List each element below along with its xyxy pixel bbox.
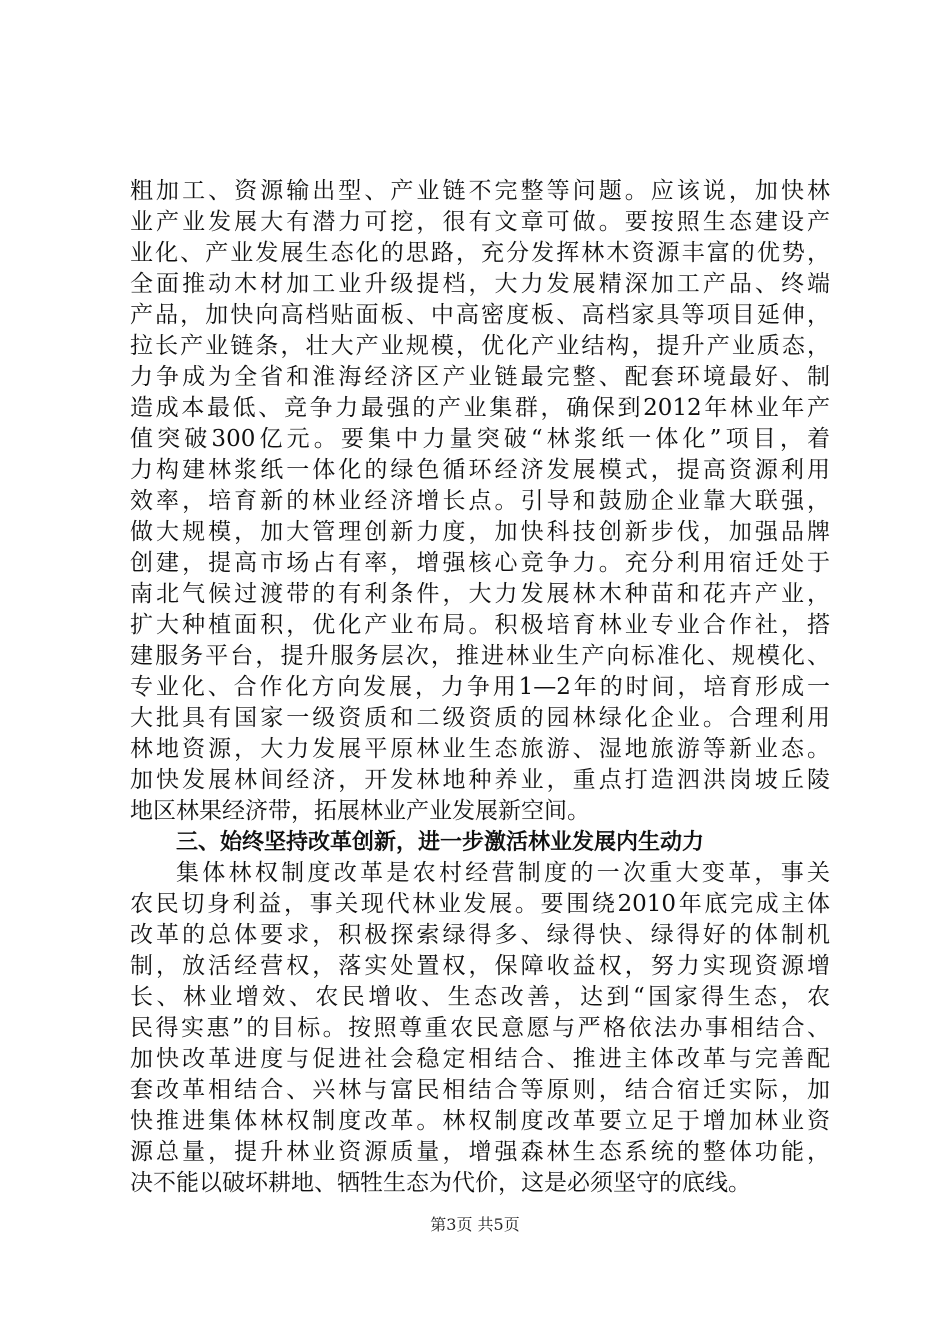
section-heading: 三、始终坚持改革创新，进一步激活林业发展内生动力 [176, 830, 705, 855]
text-line: 业产业发展大有潜力可挖，很有文章可做。要按照生态建设产 [130, 209, 830, 235]
text-line: 业化、产业发展生态化的思路，充分发挥林木资源丰富的优势， [130, 240, 830, 266]
text-line: 农民切身利益，事关现代林业发展。要围绕2010年底完成主体 [130, 891, 830, 917]
text-line: 长、林业增效、农民增收、生态改善，达到“国家得生态，农 [130, 984, 830, 1010]
text-line: 源总量，提升林业资源质量，增强森林生态系统的整体功能， [130, 1139, 830, 1165]
text-line: 加快改革进度与促进社会稳定相结合、推进主体改革与完善配 [130, 1046, 830, 1072]
text-line: 做大规模，加大管理创新力度，加快科技创新步伐，加强品牌 [130, 519, 830, 545]
text-line: 拉长产业链条，壮大产业规模，优化产业结构，提升产业质态， [130, 333, 830, 359]
text-line: 大批具有国家一级资质和二级资质的园林绿化企业。合理利用 [130, 705, 830, 731]
text-line: 改革的总体要求，积极探索绿得多、绿得快、绿得好的体制机 [130, 922, 830, 948]
page-number-footer: 第3页 共5页 [430, 1215, 520, 1234]
text-line: 创建，提高市场占有率，增强核心竞争力。充分利用宿迁处于 [130, 550, 830, 576]
text-line: 加快发展林间经济，开发林地种养业，重点打造泗洪岗坡丘陵 [130, 767, 830, 793]
text-line: 造成本最低、竞争力最强的产业集群，确保到2012年林业年产 [130, 395, 830, 421]
text-line: 值突破300亿元。要集中力量突破“林浆纸一体化”项目，着 [130, 426, 830, 452]
text-line: 专业化、合作化方向发展，力争用1—2年的时间，培育形成一 [130, 674, 830, 700]
text-line: 快推进集体林权制度改革。林权制度改革要立足于增加林业资 [130, 1108, 830, 1134]
text-line: 林地资源，大力发展平原林业生态旅游、湿地旅游等新业态。 [130, 736, 830, 762]
text-line: 套改革相结合、兴林与富民相结合等原则，结合宿迁实际，加 [130, 1077, 830, 1103]
text-line: 民得实惠”的目标。按照尊重农民意愿与严格依法办事相结合、 [130, 1015, 830, 1041]
document-body [130, 176, 830, 1199]
text-line: 力争成为全省和淮海经济区产业链最完整、配套环境最好、制 [130, 364, 830, 390]
text-line: 力构建林浆纸一体化的绿色循环经济发展模式，提高资源利用 [130, 457, 830, 483]
text-line: 制，放活经营权，落实处置权，保障收益权，努力实现资源增 [130, 953, 830, 979]
text-line: 南北气候过渡带的有利条件，大力发展林木种苗和花卉产业， [130, 581, 830, 607]
text-line: 效率，培育新的林业经济增长点。引导和鼓励企业靠大联强， [130, 488, 830, 514]
text-line: 产品，加快向高档贴面板、中高密度板、高档家具等项目延伸， [130, 302, 830, 328]
text-line: 粗加工、资源输出型、产业链不完整等问题。应该说，加快林 [130, 178, 830, 204]
text-line: 决不能以破坏耕地、牺牲生态为代价，这是必须坚守的底线。 [130, 1170, 751, 1196]
text-line: 建服务平台，提升服务层次，推进林业生产向标准化、规模化、 [130, 643, 830, 669]
paragraph-1 [130, 176, 830, 827]
text-line: 集体林权制度改革是农村经营制度的一次重大变革，事关 [176, 860, 830, 886]
text-line: 全面推动木材加工业升级提档，大力发展精深加工产品、终端 [130, 271, 830, 297]
text-line: 地区林果经济带，拓展林业产业发展新空间。 [130, 798, 590, 824]
text-line: 扩大种植面积，优化产业布局。积极培育林业专业合作社，搭 [130, 612, 830, 638]
paragraph-2 [130, 858, 830, 1199]
